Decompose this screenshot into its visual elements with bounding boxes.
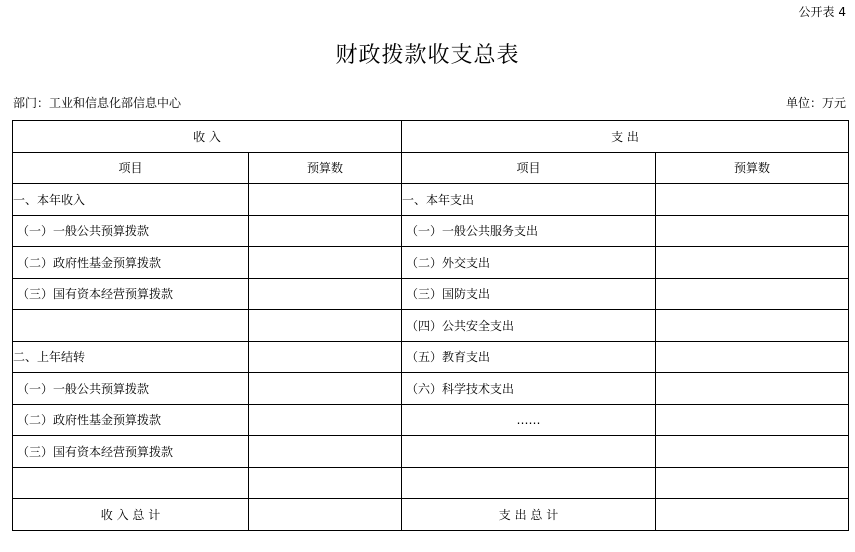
table-number-label: 公开表 4 xyxy=(798,5,846,19)
total-row xyxy=(13,499,849,531)
expense-item-cell: 一、本年支出 xyxy=(402,184,656,216)
income-total-label: 收 入 总 计 xyxy=(13,499,249,531)
expense-budget-cell xyxy=(656,467,849,499)
table-row xyxy=(13,467,849,499)
income-item-column-header: 项目 xyxy=(13,152,249,184)
expense-budget-cell xyxy=(656,341,849,373)
income-budget-cell xyxy=(249,310,402,342)
expense-item-cell xyxy=(402,436,656,468)
expense-budget-cell xyxy=(656,373,849,405)
expense-total-label: 支 出 总 计 xyxy=(402,499,656,531)
income-item-cell: （二）政府性基金预算拨款 xyxy=(13,404,249,436)
income-item-cell: （二）政府性基金预算拨款 xyxy=(13,247,249,279)
income-budget-cell xyxy=(249,278,402,310)
table-row xyxy=(13,184,849,216)
income-item-cell: （三）国有资本经营预算拨款 xyxy=(13,278,249,310)
expense-item-column-header: 项目 xyxy=(402,152,656,184)
expense-item-cell: （四）公共安全支出 xyxy=(402,310,656,342)
income-item-cell: 二、上年结转 xyxy=(13,341,249,373)
table-row xyxy=(13,404,849,436)
income-budget-column-header: 预算数 xyxy=(249,152,402,184)
budget-table xyxy=(12,120,849,531)
income-item-cell: （三）国有资本经营预算拨款 xyxy=(13,436,249,468)
income-item-cell: （一）一般公共预算拨款 xyxy=(13,215,249,247)
income-budget-cell xyxy=(249,436,402,468)
income-budget-cell xyxy=(249,373,402,405)
unit-label: 单位：万元 xyxy=(785,96,846,110)
income-budget-cell xyxy=(249,467,402,499)
page-title: 财政拨款收支总表 xyxy=(335,43,520,68)
expense-budget-cell xyxy=(656,436,849,468)
income-total-value xyxy=(249,499,402,531)
expense-budget-cell xyxy=(656,278,849,310)
income-section-header: 收 入 xyxy=(13,121,402,153)
table-row xyxy=(13,278,849,310)
expense-budget-column-header: 预算数 xyxy=(656,152,849,184)
income-item-cell xyxy=(13,310,249,342)
table-row xyxy=(13,373,849,405)
expense-item-cell-ellipsis: …… xyxy=(402,404,656,436)
expense-item-cell: （三）国防支出 xyxy=(402,278,656,310)
table-row xyxy=(13,436,849,468)
expense-budget-cell xyxy=(656,404,849,436)
expense-item-cell: （二）外交支出 xyxy=(402,247,656,279)
expense-item-cell xyxy=(402,467,656,499)
income-budget-cell xyxy=(249,184,402,216)
expense-budget-cell xyxy=(656,215,849,247)
table-row xyxy=(13,215,849,247)
table-row xyxy=(13,341,849,373)
expense-item-cell: （一）一般公共服务支出 xyxy=(402,215,656,247)
section-header-row xyxy=(13,121,849,153)
income-budget-cell xyxy=(249,247,402,279)
income-budget-cell xyxy=(249,341,402,373)
department-label: 部门：工业和信息化部信息中心 xyxy=(13,96,182,110)
table-row xyxy=(13,247,849,279)
expense-budget-cell xyxy=(656,184,849,216)
expense-item-cell: （五）教育支出 xyxy=(402,341,656,373)
expense-budget-cell xyxy=(656,310,849,342)
income-item-cell: 一、本年收入 xyxy=(13,184,249,216)
expense-total-value xyxy=(656,499,849,531)
table-row xyxy=(13,310,849,342)
income-budget-cell xyxy=(249,215,402,247)
column-header-row xyxy=(13,152,849,184)
expense-budget-cell xyxy=(656,247,849,279)
expense-item-cell: （六）科学技术支出 xyxy=(402,373,656,405)
expense-section-header: 支 出 xyxy=(402,121,849,153)
income-budget-cell xyxy=(249,404,402,436)
income-item-cell: （一）一般公共预算拨款 xyxy=(13,373,249,405)
income-item-cell xyxy=(13,467,249,499)
